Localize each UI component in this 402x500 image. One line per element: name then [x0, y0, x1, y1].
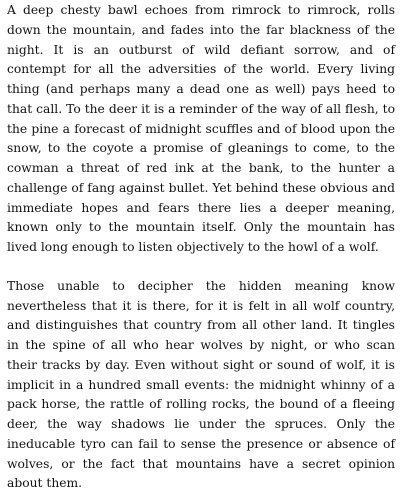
- paragraph-2: Those unable to decipher the hidden meaning know nevertheless that it is there, for it is felt in all wolf country, and distinguishes that country from all other land. It tingles in the spine of all who hear wolves by night, or who scan their tracks by day. Even without sight or sound of wolf, it is implicit in a hundred small events: the midnight whinny of a pack horse, the rattle of rolling rocks, the bound of a fleeing deer, the way shadows lie under the spruces. Only the ineducable tyro can fail to sense the presence or absence of wolves, or the fact that mountains have a secret opinion about them.: [7, 278, 395, 491]
- paragraph-1: A deep chesty bawl echoes from rimrock to rimrock, rolls down the mountain, and fades into the far blackness of the night. It is an outburst of wild defiant sorrow, and of contempt for all the adversities of the world. Every living thing (and perhaps many a dead one as well) pays heed to that call. To the deer it is a reminder of the way of all flesh, to the pine a forecast of midnight scuffles and of blood upon the snow, to the coyote a promise of gleanings to come, to the cowman a threat of red ink at the bank, to the hunter a challenge of fang against bullet. Yet behind these obvious and immediate hopes and fears there lies a deeper meaning, known only to the mountain itself. Only the mountain has lived long enough to listen objectively to the howl of a wolf.: [7, 3, 395, 254]
